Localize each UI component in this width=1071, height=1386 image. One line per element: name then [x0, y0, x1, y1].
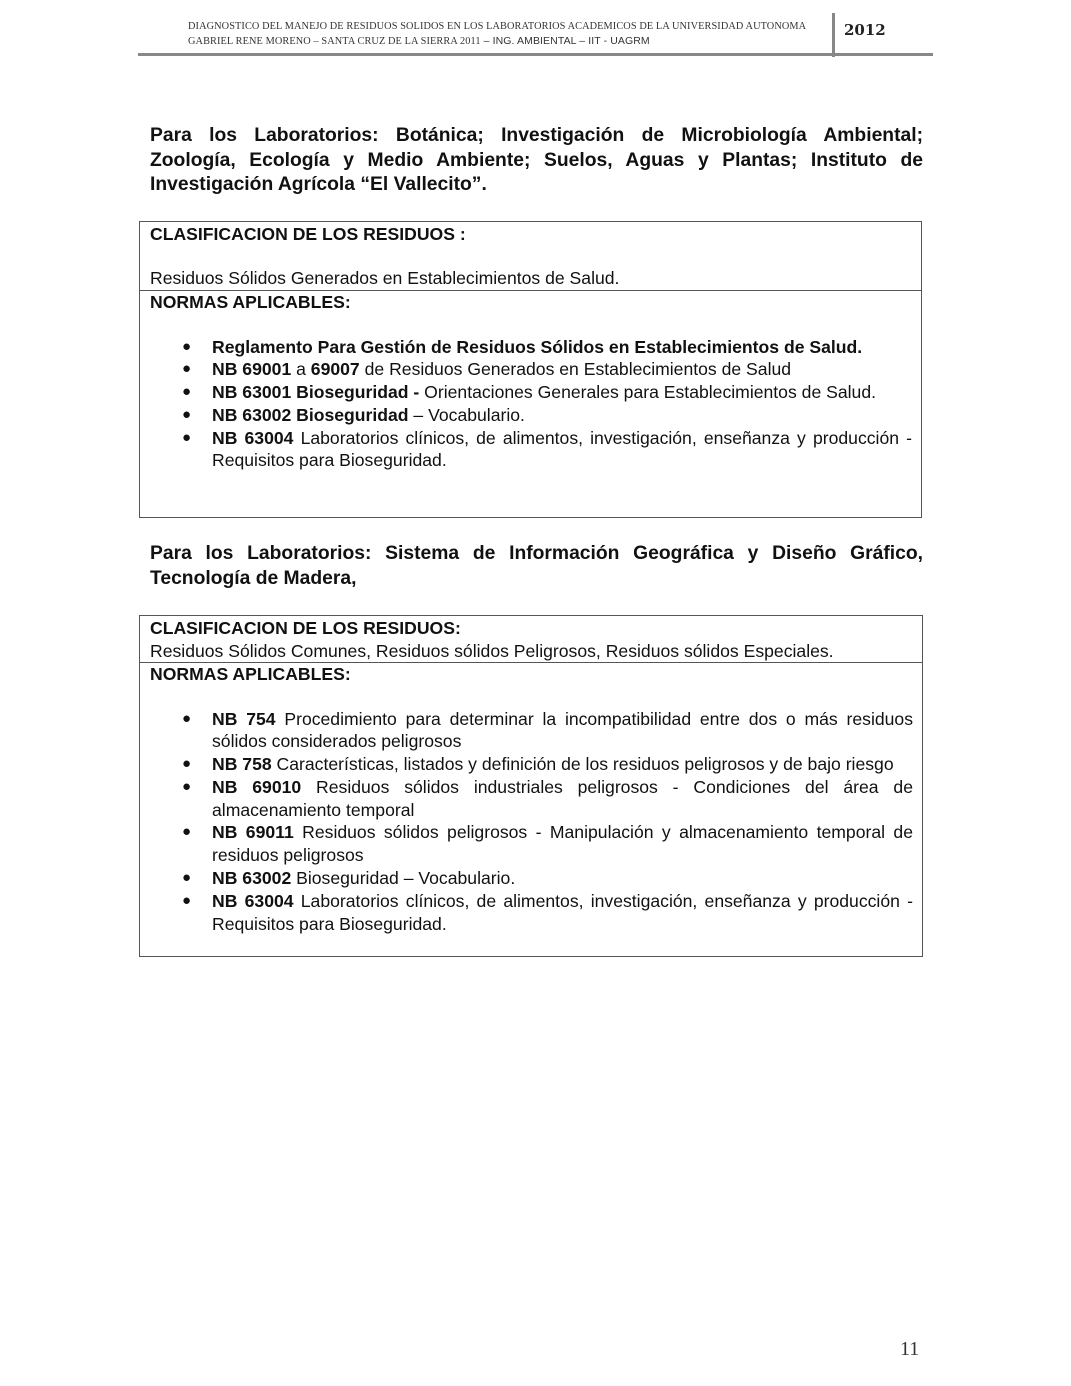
norma-item [182, 708, 914, 754]
bullet-icon: ● [182, 823, 192, 841]
norma-text: Procedimiento para determinar la incompatibilidad entre dos o más residuos sólidos considerados peligrosos [212, 708, 914, 752]
running-header [188, 20, 828, 49]
norma-item [182, 867, 913, 890]
clasificacion-label: CLASIFICACION DE LOS RESIDUOS : [150, 224, 466, 244]
norma-code: NB 63002 [212, 868, 292, 889]
norma-text-2: de Residuos Generados en Establecimientos de Salud [359, 359, 792, 380]
norma-code-2: 69007 [310, 359, 360, 380]
section-2-heading: Para los Laboratorios: Sistema de Información Geográfica y Diseño Gráfico, Tecnología de Madera, [150, 543, 923, 589]
norma-item [182, 427, 912, 473]
bullet-icon: ● [182, 360, 192, 378]
bullet-icon: ● [182, 428, 192, 446]
norma-item [182, 821, 913, 867]
clasificacion-cell [140, 222, 921, 291]
bullet-icon: ● [182, 337, 192, 355]
clasificacion-value: Residuos Sólidos Comunes, Residuos sólidos Peligrosos, Residuos sólidos Especiales. [150, 640, 834, 661]
bullet-icon: ● [182, 755, 192, 773]
clasificacion-label: CLASIFICACION DE LOS RESIDUOS: [150, 618, 461, 638]
norma-item [182, 336, 912, 359]
page-number: 11 [900, 1338, 920, 1360]
normas-list [150, 336, 912, 473]
section-2-table [139, 615, 923, 957]
norma-item [182, 404, 912, 427]
norma-code: NB 69001 [212, 359, 292, 380]
norma-item [182, 776, 913, 822]
clasificacion-cell [140, 616, 922, 663]
bullet-icon: ● [182, 383, 192, 401]
norma-code: NB 754 [212, 708, 276, 729]
header-divider-horizontal [138, 53, 933, 56]
norma-text: Laboratorios clínicos, de alimentos, investigación, enseñanza y producción - Requisitos para Bioseguridad. [212, 890, 913, 934]
norma-code: NB 63004 [212, 427, 294, 448]
header-line-2-a: GABRIEL RENE MORENO – SANTA CRUZ DE LA SIERRA 2011 [188, 36, 481, 47]
header-divider-vertical [832, 13, 835, 57]
clasificacion-value: Residuos Sólidos Generados en Establecimientos de Salud. [150, 267, 620, 288]
norma-item [182, 753, 913, 776]
norma-text: Residuos sólidos industriales peligrosos - Condiciones del área de almacenamiento temporal [212, 776, 913, 820]
normas-list [150, 708, 913, 936]
norma-code: NB 69010 [212, 776, 302, 797]
norma-text: Características, listados y definición de los residuos peligrosos y de bajo riesgo [271, 754, 894, 775]
norma-code: NB 69011 [212, 822, 294, 843]
norma-code: NB 758 [212, 754, 272, 775]
norma-text: Orientaciones Generales para Establecimientos de Salud. [419, 382, 876, 403]
bullet-icon: ● [182, 405, 192, 423]
bullet-icon: ● [182, 777, 192, 795]
norma-text: – Vocabulario. [408, 404, 525, 425]
bullet-icon: ● [182, 891, 192, 909]
norma-item [182, 890, 913, 936]
norma-code: NB 63004 [212, 890, 294, 911]
norma-code: NB 63001 Bioseguridad - [212, 382, 420, 403]
normas-label: NORMAS APLICABLES: [150, 664, 351, 684]
norma-item [182, 381, 912, 404]
normas-label: NORMAS APLICABLES: [150, 292, 351, 312]
norma-text: a [291, 359, 311, 380]
norma-text: Bioseguridad – Vocabulario. [291, 868, 516, 889]
section-1-table [139, 221, 922, 518]
norma-code: NB 63002 Bioseguridad [212, 404, 409, 425]
norma-item [182, 358, 912, 381]
bullet-icon: ● [182, 709, 192, 727]
header-year: 2012 [844, 21, 886, 39]
normas-cell [140, 663, 922, 935]
header-line-2-b: – ING. AMBIENTAL – IIT - UAGRM [480, 35, 650, 47]
norma-text: Laboratorios clínicos, de alimentos, investigación, enseñanza y producción - Requisitos para Bioseguridad. [212, 427, 912, 471]
header-line-1: DIAGNOSTICO DEL MANEJO DE RESIDUOS SOLIDOS EN LOS LABORATORIOS ACADEMICOS DE LA UNIVERSIDAD AUTONOMA [188, 21, 807, 32]
section-1-heading: Para los Laboratorios: Botánica; Investigación de Microbiología Ambiental; Zoología, Ecología y Medio Ambiente; Suelos, Aguas y Plantas; Instituto de Investigación Agrícola “El Vallecito”. [150, 125, 923, 195]
header-line-2 [188, 34, 828, 49]
norma-text: Residuos sólidos peligrosos - Manipulación y almacenamiento temporal de residuos peligrosos [212, 822, 913, 866]
norma-code: Reglamento Para Gestión de Residuos Sólidos en Establecimientos de Salud. [212, 336, 863, 357]
bullet-icon: ● [182, 869, 192, 887]
normas-cell [140, 291, 921, 472]
